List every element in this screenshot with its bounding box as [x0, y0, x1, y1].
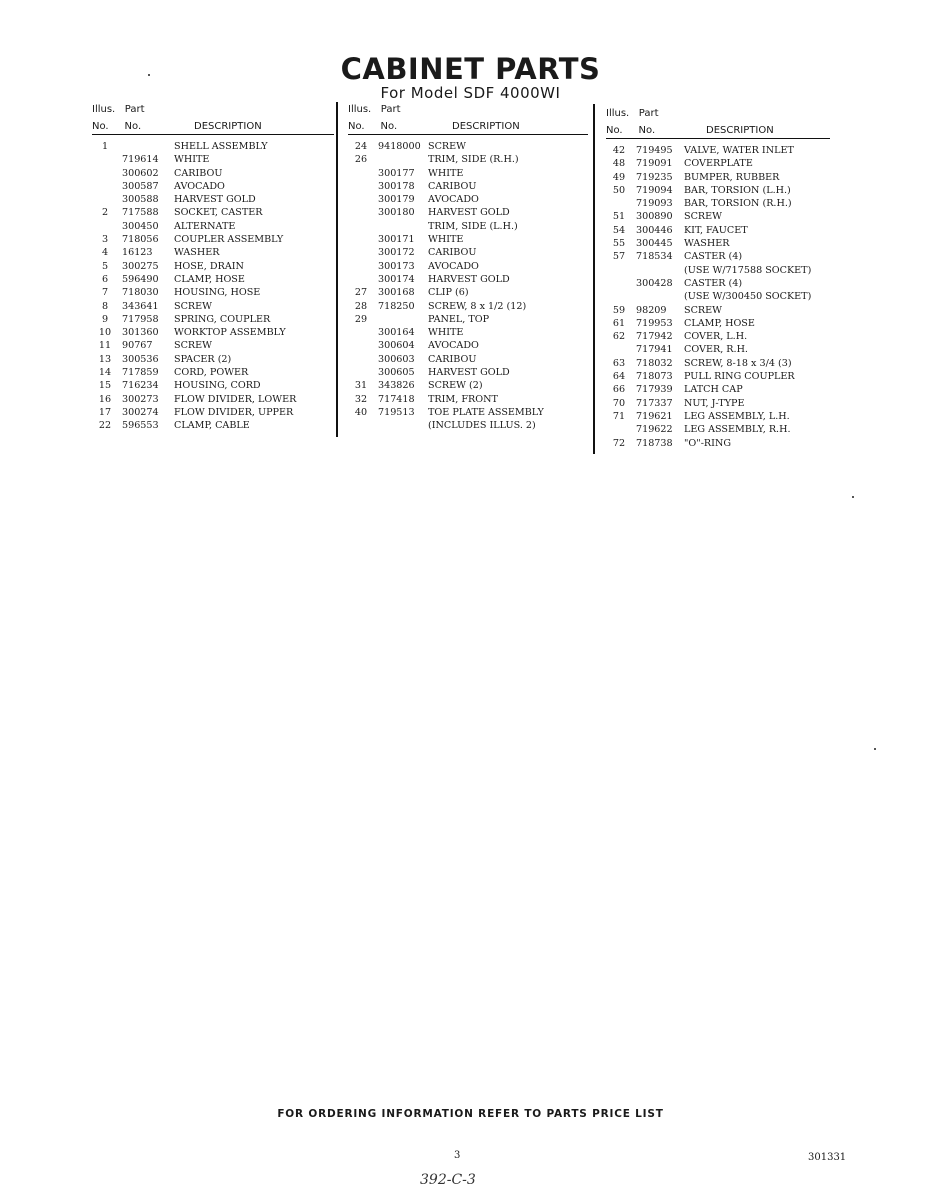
table-row	[92, 273, 334, 286]
illus-label: Illus.	[348, 104, 372, 115]
part-number-cell: 719614	[122, 154, 159, 166]
description-cell: TRIM, SIDE (R.H.)	[428, 154, 519, 166]
description-cell: WHITE	[174, 154, 210, 166]
description-cell: NUT, J-TYPE	[684, 397, 745, 409]
illus-no-label: No.	[606, 125, 623, 136]
description-cell: COVER, R.H.	[684, 344, 748, 356]
illus-number-cell: 26	[354, 154, 368, 166]
part-number-cell: 717939	[636, 384, 673, 396]
part-label: Part	[638, 108, 659, 119]
table-row	[606, 184, 830, 197]
part-number-cell: 717958	[122, 313, 159, 325]
part-number-cell: 300588	[122, 194, 159, 206]
table-row	[92, 180, 334, 193]
illus-number-cell: 9	[101, 313, 109, 325]
illus-number-cell: 42	[612, 145, 626, 156]
description-cell: CORD, POWER	[174, 367, 249, 379]
table-row	[92, 379, 334, 392]
table-row	[606, 157, 830, 170]
illus-number-cell: 50	[612, 184, 626, 196]
description-cell: SCREW, 8 x 1/2 (12)	[428, 300, 527, 312]
part-no-label: No.	[638, 125, 656, 136]
part-number-cell: 98209	[636, 304, 667, 316]
illus-number-cell: 55	[612, 238, 626, 250]
table-row	[92, 366, 334, 379]
table-row	[606, 264, 830, 277]
parts-list	[348, 140, 588, 433]
table-row	[348, 273, 588, 286]
table-row	[348, 167, 588, 180]
table-row	[348, 260, 588, 273]
illus-number-cell: 32	[354, 393, 368, 405]
illus-number-cell: 22	[98, 420, 112, 432]
part-number-cell: 300174	[378, 273, 415, 285]
part-number-cell: 719953	[636, 317, 673, 329]
illus-number-cell: 13	[98, 353, 112, 365]
table-row	[348, 246, 588, 259]
illus-number-cell: 16	[98, 393, 112, 405]
illus-number-cell: 17	[98, 406, 112, 418]
table-row	[92, 339, 334, 352]
part-number-cell: 596553	[122, 420, 159, 432]
parts-column-1	[92, 104, 334, 433]
table-row	[348, 220, 588, 233]
description-cell: HARVEST GOLD	[174, 194, 256, 206]
description-cell: COVER, L.H.	[684, 331, 748, 343]
illus-number-cell: 71	[612, 410, 626, 422]
illus-number-cell: 10	[98, 327, 112, 339]
header-rule	[348, 134, 588, 135]
illus-number-cell: 54	[612, 224, 626, 236]
part-number-cell: 300587	[122, 180, 159, 192]
table-row	[92, 419, 334, 432]
part-no-label: No.	[380, 121, 398, 132]
document-number: 301331	[808, 1152, 847, 1163]
table-row	[606, 224, 830, 237]
ordering-footer: FOR ORDERING INFORMATION REFER TO PARTS PRICE LIST	[277, 1108, 664, 1120]
illus-number-cell: 8	[101, 300, 109, 312]
description-label: DESCRIPTION	[706, 125, 774, 136]
description-cell: PULL RING COUPLER	[684, 371, 795, 383]
description-cell: "O"-RING	[684, 437, 732, 449]
description-cell: SHELL ASSEMBLY	[174, 141, 268, 152]
table-row	[348, 366, 588, 379]
description-cell: SCREW	[174, 300, 213, 312]
illus-number-cell: 11	[98, 340, 112, 352]
part-number-cell: 300890	[636, 211, 673, 223]
column-header	[606, 108, 830, 138]
description-cell: SCREW	[684, 304, 723, 316]
table-row	[348, 233, 588, 246]
table-row	[92, 233, 334, 246]
part-number-cell: 343826	[378, 380, 415, 392]
table-row	[348, 406, 588, 419]
illus-no-label: No.	[92, 121, 109, 132]
illus-number-cell: 64	[612, 371, 626, 383]
part-number-cell: 718073	[636, 371, 673, 383]
illus-number-cell: 1	[101, 141, 109, 152]
part-number-cell: 718534	[636, 251, 673, 263]
table-row	[92, 326, 334, 339]
description-cell: CARIBOU	[428, 247, 477, 259]
parts-column-2	[348, 104, 588, 433]
table-row	[348, 300, 588, 313]
description-cell: CLAMP, CABLE	[174, 420, 250, 432]
part-number-cell: 300275	[122, 260, 159, 272]
description-cell: AVOCADO	[428, 194, 479, 206]
part-number-cell: 300450	[122, 220, 159, 232]
illus-number-cell: 70	[612, 397, 626, 409]
part-number-cell: 719235	[636, 171, 673, 183]
description-cell: HARVEST GOLD	[428, 207, 510, 219]
part-number-cell: 718032	[636, 357, 673, 369]
table-row	[606, 210, 830, 223]
illus-number-cell: 2	[101, 207, 109, 219]
part-number-cell: 300180	[378, 207, 415, 219]
table-row	[348, 353, 588, 366]
description-cell: TOE PLATE ASSEMBLY	[428, 406, 544, 418]
illus-number-cell: 6	[101, 273, 109, 285]
illus-number-cell: 5	[101, 260, 109, 272]
description-cell: HARVEST GOLD	[428, 367, 510, 379]
description-cell: COVERPLATE	[684, 158, 753, 170]
illus-number-cell: 48	[612, 158, 626, 170]
illus-number-cell: 4	[101, 247, 109, 259]
scan-speck	[148, 74, 150, 76]
illus-number-cell: 49	[612, 171, 626, 183]
table-row	[606, 197, 830, 210]
illus-number-cell: 15	[98, 380, 112, 392]
description-cell: HOSE, DRAIN	[174, 260, 244, 272]
part-label: Part	[380, 104, 401, 115]
description-cell: (USE W/300450 SOCKET)	[684, 291, 812, 303]
description-cell: TRIM, SIDE (L.H.)	[428, 220, 518, 232]
part-number-cell: 301360	[122, 327, 159, 339]
table-row	[348, 393, 588, 406]
table-row	[92, 406, 334, 419]
illus-number-cell: 63	[612, 357, 626, 369]
description-cell: FLOW DIVIDER, UPPER	[174, 406, 294, 418]
table-row	[92, 246, 334, 259]
illus-number-cell: 29	[354, 313, 368, 325]
description-label: DESCRIPTION	[452, 121, 520, 132]
part-number-cell: 300178	[378, 180, 415, 192]
column-header	[92, 104, 334, 134]
table-row	[606, 171, 830, 184]
part-number-cell: 300171	[378, 234, 415, 246]
table-row	[348, 140, 588, 153]
description-cell: HOUSING, HOSE	[174, 287, 261, 299]
table-row	[348, 313, 588, 326]
illus-number-cell: 72	[612, 437, 626, 449]
illus-no-label: No.	[348, 121, 365, 132]
description-cell: WORKTOP ASSEMBLY	[174, 327, 286, 339]
table-row	[606, 304, 830, 317]
parts-list	[92, 140, 334, 433]
table-row	[606, 423, 830, 436]
part-number-cell: 300602	[122, 167, 159, 179]
description-label: DESCRIPTION	[194, 121, 262, 132]
part-number-cell: 719513	[378, 406, 415, 418]
part-number-cell: 719622	[636, 424, 673, 436]
part-number-cell: 300605	[378, 367, 415, 379]
table-row	[606, 277, 830, 290]
page-number: 3	[454, 1150, 461, 1161]
part-number-cell: 300536	[122, 353, 159, 365]
part-number-cell: 719091	[636, 158, 673, 170]
part-number-cell: 718030	[122, 287, 159, 299]
illus-number-cell: 40	[354, 406, 368, 418]
description-cell: BAR, TORSION (R.H.)	[684, 198, 792, 210]
illus-number-cell: 28	[354, 300, 368, 312]
description-cell: (USE W/717588 SOCKET)	[684, 264, 812, 276]
illus-number-cell: 3	[101, 234, 109, 246]
table-row	[348, 379, 588, 392]
table-row	[92, 260, 334, 273]
part-number-cell: 719621	[636, 410, 673, 422]
column-divider-2	[593, 104, 595, 454]
description-cell: ALTERNATE	[174, 220, 236, 232]
part-number-cell: 717859	[122, 367, 159, 379]
part-number-cell: 9418000	[378, 141, 421, 152]
description-cell: SPACER (2)	[174, 353, 232, 365]
table-row	[606, 317, 830, 330]
part-number-cell: 300177	[378, 167, 415, 179]
table-row	[606, 290, 830, 303]
scan-speck	[852, 496, 854, 498]
table-row	[92, 153, 334, 166]
table-row	[92, 393, 334, 406]
table-row	[606, 237, 830, 250]
part-number-cell: 717337	[636, 397, 673, 409]
table-row	[606, 357, 830, 370]
table-row	[92, 193, 334, 206]
description-cell: SCREW	[174, 340, 213, 352]
part-number-cell: 300179	[378, 194, 415, 206]
description-cell: SCREW	[684, 211, 723, 223]
table-row	[92, 353, 334, 366]
table-row	[348, 180, 588, 193]
description-cell: LATCH CAP	[684, 384, 743, 396]
header-rule	[606, 138, 830, 139]
table-row	[348, 419, 588, 432]
table-row	[348, 286, 588, 299]
part-number-cell: 719495	[636, 145, 673, 156]
table-row	[348, 206, 588, 219]
illus-number-cell: 62	[612, 331, 626, 343]
description-cell: SPRING, COUPLER	[174, 313, 271, 325]
description-cell: (INCLUDES ILLUS. 2)	[428, 420, 536, 432]
part-number-cell: 300428	[636, 277, 673, 289]
table-row	[606, 144, 830, 157]
description-cell: AVOCADO	[428, 260, 479, 272]
table-row	[606, 383, 830, 396]
description-cell: WASHER	[174, 247, 220, 259]
column-header	[348, 104, 588, 134]
description-cell: AVOCADO	[428, 340, 479, 352]
description-cell: WHITE	[428, 327, 464, 339]
table-row	[606, 250, 830, 263]
part-number-cell: 300172	[378, 247, 415, 259]
part-number-cell: 717418	[378, 393, 415, 405]
table-row	[606, 437, 830, 450]
illus-number-cell: 27	[354, 287, 368, 299]
description-cell: SCREW, 8-18 x 3/4 (3)	[684, 357, 792, 369]
part-number-cell: 716234	[122, 380, 159, 392]
description-cell: WASHER	[684, 238, 730, 250]
table-row	[92, 140, 334, 153]
table-row	[348, 326, 588, 339]
part-number-cell: 300445	[636, 238, 673, 250]
table-row	[92, 300, 334, 313]
table-row	[92, 206, 334, 219]
description-cell: PANEL, TOP	[428, 313, 490, 325]
description-cell: COUPLER ASSEMBLY	[174, 234, 284, 246]
page-title: CABINET PARTS	[340, 52, 601, 86]
table-row	[606, 343, 830, 356]
part-number-cell: 300604	[378, 340, 415, 352]
part-number-cell: 719093	[636, 198, 673, 210]
description-cell: AVOCADO	[174, 180, 225, 192]
part-number-cell: 717941	[636, 344, 673, 356]
description-cell: CLAMP, HOSE	[684, 317, 755, 329]
part-number-cell: 300173	[378, 260, 415, 272]
description-cell: LEG ASSEMBLY, R.H.	[684, 424, 791, 436]
part-number-cell: 90767	[122, 340, 153, 352]
table-row	[606, 410, 830, 423]
illus-number-cell: 66	[612, 384, 626, 396]
description-cell: SOCKET, CASTER	[174, 207, 263, 219]
description-cell: TRIM, FRONT	[428, 393, 498, 405]
illus-number-cell: 59	[612, 304, 626, 316]
table-row	[92, 167, 334, 180]
part-number-cell: 718738	[636, 437, 673, 449]
description-cell: SCREW (2)	[428, 380, 483, 392]
description-cell: CARIBOU	[174, 167, 223, 179]
column-divider-1	[336, 102, 338, 437]
table-row	[92, 220, 334, 233]
illus-label: Illus.	[92, 104, 116, 115]
description-cell: WHITE	[428, 234, 464, 246]
description-cell: BAR, TORSION (L.H.)	[684, 184, 791, 196]
illus-number-cell: 14	[98, 367, 112, 379]
part-label: Part	[124, 104, 145, 115]
header-rule	[92, 134, 334, 135]
table-row	[606, 330, 830, 343]
illus-number-cell: 61	[612, 317, 626, 329]
part-number-cell: 300446	[636, 224, 673, 236]
part-number-cell: 717588	[122, 207, 159, 219]
description-cell: BUMPER, RUBBER	[684, 171, 780, 183]
part-no-label: No.	[124, 121, 142, 132]
description-cell: HOUSING, CORD	[174, 380, 261, 392]
handwritten-note: 392-C-3	[420, 1172, 476, 1188]
table-row	[348, 193, 588, 206]
illus-number-cell: 7	[101, 287, 109, 299]
illus-number-cell: 24	[354, 141, 368, 152]
part-number-cell: 718056	[122, 234, 159, 246]
table-row	[92, 286, 334, 299]
table-row	[348, 153, 588, 166]
parts-column-3	[606, 108, 830, 450]
table-row	[92, 313, 334, 326]
part-number-cell: 300168	[378, 287, 415, 299]
description-cell: FLOW DIVIDER, LOWER	[174, 393, 297, 405]
illus-number-cell: 31	[354, 380, 368, 392]
illus-number-cell: 51	[612, 211, 626, 223]
illus-label: Illus.	[606, 108, 630, 119]
description-cell: CARIBOU	[428, 353, 477, 365]
part-number-cell: 300274	[122, 406, 159, 418]
part-number-cell: 300603	[378, 353, 415, 365]
description-cell: KIT, FAUCET	[684, 224, 748, 236]
part-number-cell: 16123	[122, 247, 153, 259]
model-subtitle: For Model SDF 4000WI	[380, 84, 561, 102]
part-number-cell: 719094	[636, 184, 673, 196]
part-number-cell: 596490	[122, 273, 159, 285]
description-cell: WHITE	[428, 167, 464, 179]
part-number-cell: 717942	[636, 331, 673, 343]
description-cell: CLAMP, HOSE	[174, 273, 245, 285]
description-cell: CASTER (4)	[684, 251, 743, 263]
description-cell: SCREW	[428, 141, 467, 152]
part-number-cell: 300273	[122, 393, 159, 405]
table-row	[348, 339, 588, 352]
illus-number-cell: 57	[612, 251, 626, 263]
description-cell: VALVE, WATER INLET	[684, 145, 794, 156]
parts-list	[606, 144, 830, 450]
table-row	[606, 397, 830, 410]
part-number-cell: 718250	[378, 300, 415, 312]
description-cell: LEG ASSEMBLY, L.H.	[684, 410, 790, 422]
part-number-cell: 343641	[122, 300, 159, 312]
part-number-cell: 300164	[378, 327, 415, 339]
description-cell: CASTER (4)	[684, 277, 743, 289]
description-cell: HARVEST GOLD	[428, 273, 510, 285]
description-cell: CLIP (6)	[428, 287, 469, 299]
description-cell: CARIBOU	[428, 180, 477, 192]
table-row	[606, 370, 830, 383]
scan-speck	[874, 748, 876, 750]
